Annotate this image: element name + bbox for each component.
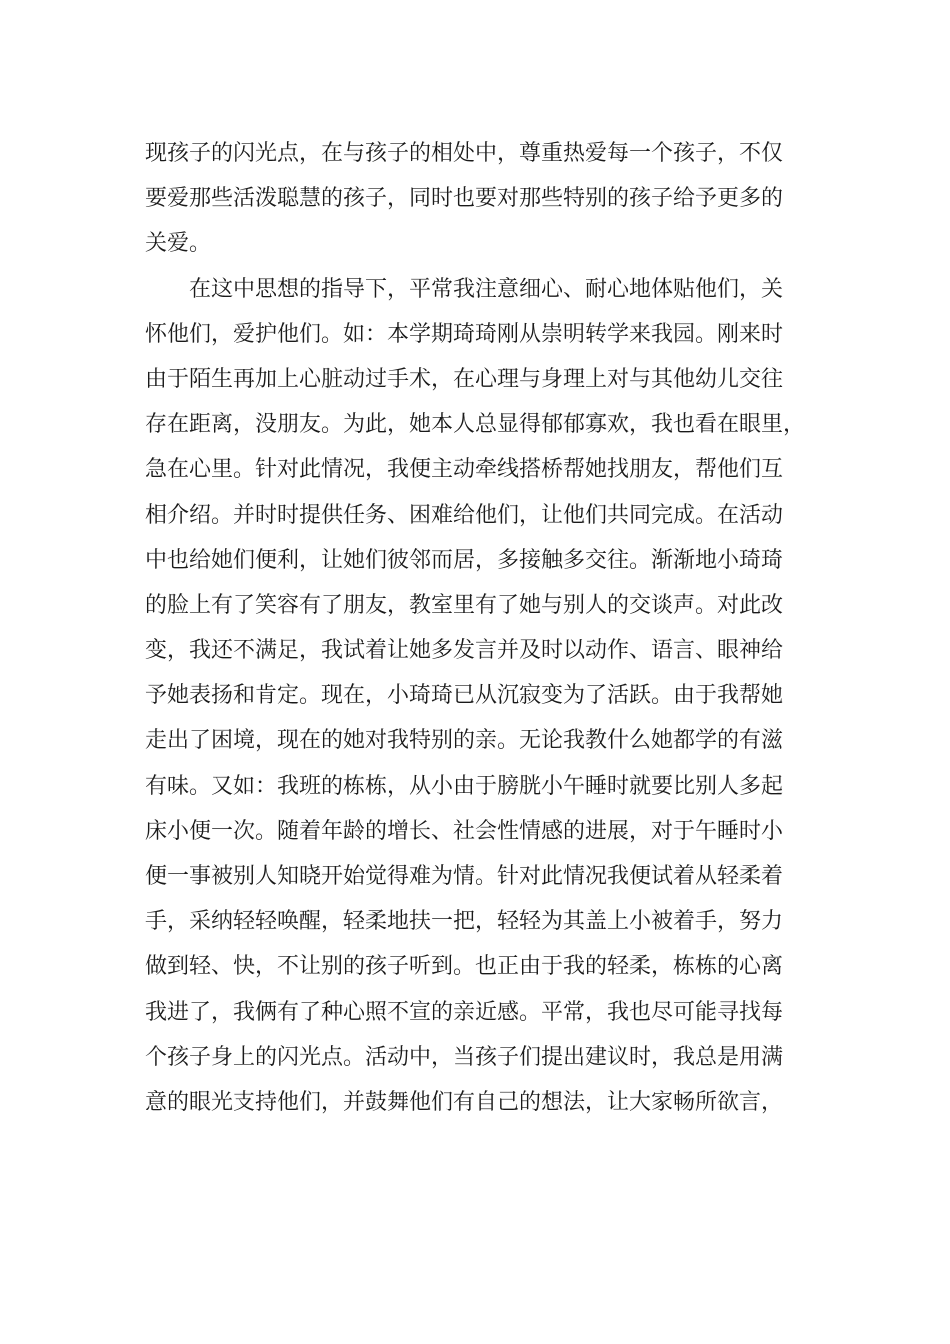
text-line: 做到轻、快，不让别的孩子听到。也正由于我的轻柔，栋栋的心离: [145, 954, 784, 980]
text-line: 中也给她们便利，让她们彼邻而居，多接触多交往。渐渐地小琦琦: [145, 547, 784, 573]
text-line: 要爱那些活泼聪慧的孩子，同时也要对那些特别的孩子给予更多的: [145, 186, 784, 212]
text-line: 予她表扬和肯定。现在，小琦琦已从沉寂变为了活跃。由于我帮她: [145, 683, 784, 709]
text-line: 变，我还不满足，我试着让她多发言并及时以动作、语言、眼神给: [145, 638, 784, 664]
text-line: 手，采纳轻轻唤醒，轻柔地扶一把，轻轻为其盖上小被着手，努力: [145, 909, 784, 935]
text-line: 怀他们，爱护他们。如：本学期琦琦刚从崇明转学来我园。刚来时: [145, 321, 784, 347]
text-line: 急在心里。针对此情况，我便主动牵线搭桥帮她找朋友，帮他们互: [145, 457, 784, 483]
text-line: 存在距离，没朋友。为此，她本人总显得郁郁寡欢，我也看在眼里，: [145, 412, 806, 438]
text-line: 走出了困境，现在的她对我特别的亲。无论我教什么她都学的有滋: [145, 728, 784, 754]
text-line: 个孩子身上的闪光点。活动中，当孩子们提出建议时，我总是用满: [145, 1044, 784, 1070]
text-line: 便一事被别人知晓开始觉得难为情。针对此情况我便试着从轻柔着: [145, 864, 784, 889]
text-line: 意的眼光支持他们，并鼓舞他们有自己的想法，让大家畅所欲言，: [145, 1089, 784, 1115]
text-line: 床小便一次。随着年龄的增长、社会性情感的进展，对于午睡时小: [145, 818, 784, 844]
text-line: 我进了，我俩有了种心照不宣的亲近感。平常，我也尽可能寻找每: [145, 999, 784, 1025]
text-line: 有味。又如：我班的栋栋，从小由于膀胱小午睡时就要比别人多起: [145, 773, 784, 799]
text-line: 由于陌生再加上心脏动过手术，在心理与身理上对与其他幼儿交往: [145, 366, 784, 392]
text-line: 的脸上有了笑容有了朋友，教室里有了她与别人的交谈声。对此改: [145, 592, 784, 618]
paragraph-first-line: 在这中思想的指导下，平常我注意细心、耐心地体贴他们，关: [189, 276, 784, 302]
document-body: [145, 131, 825, 1125]
text-line: 现孩子的闪光点，在与孩子的相处中，尊重热爱每一个孩子，不仅: [145, 141, 784, 166]
text-line: 关爱。: [145, 231, 212, 257]
text-line: 相介绍。并时时提供任务、困难给他们，让他们共同完成。在活动: [145, 502, 784, 528]
